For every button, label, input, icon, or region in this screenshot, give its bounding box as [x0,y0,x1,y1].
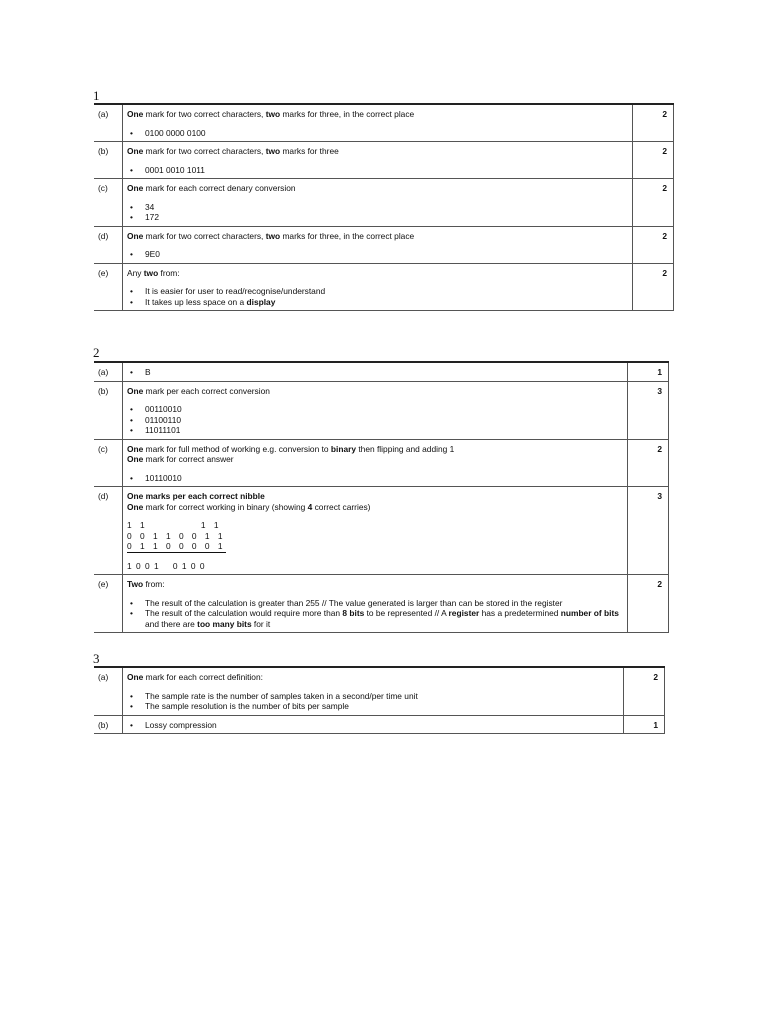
mark-guidance [123,439,628,487]
mark-guidance [123,575,628,633]
answer-item: • 11011101 [127,425,623,436]
mark-row [94,487,669,575]
guidance-header: One mark for two correct characters, two marks for three, in the correct place [127,109,415,119]
answer-item: • 01100110 [127,415,623,426]
part-label: (b) [94,142,123,179]
guidance-header-2: One mark for correct working in binary (showing 4 correct carries) [127,501,371,512]
mark-value: 2 [624,667,665,715]
mark-value: 2 [633,142,674,179]
guidance-header: One mark for each correct denary conversion [127,183,296,193]
mark-guidance [123,667,624,715]
part-label: (a) [94,667,123,715]
mark-guidance [123,263,633,311]
part-label: (d) [94,226,123,263]
binary-working [127,520,623,571]
answer-item: • 172 [127,212,628,223]
question-number-1: 1 [93,88,100,103]
working-result: 1 0 0 1 0 1 0 0 [127,560,206,571]
answer-list [127,249,628,260]
mark-guidance [123,487,628,575]
mark-guidance [123,142,633,179]
answer-list [127,720,619,731]
answer-list [127,691,619,712]
mark-value: 2 [633,226,674,263]
guidance-header: Two from: [127,579,165,589]
answer-item: • 34 [127,202,628,213]
mark-scheme-table-3 [94,666,665,734]
guidance-header: One marks per each correct nibble [127,491,265,501]
answer-list [127,286,628,307]
mark-value: 2 [628,439,669,487]
mark-scheme-table-1 [94,103,674,311]
mark-row [94,575,669,633]
answer-item: • 10110010 [127,473,623,484]
mark-guidance [123,179,633,227]
answer-item: • It takes up less space on a display [127,297,628,308]
answer-list [127,202,628,223]
guidance-header: Any two from: [127,267,180,278]
mark-guidance [123,104,633,142]
answer-item: • 0100 0000 0100 [127,128,628,139]
guidance-header: One mark for full method of working e.g. conversion to binary then flipping and adding 1 [127,443,455,454]
answer-list [127,598,623,630]
guidance-header: One mark for two correct characters, two marks for three, in the correct place [127,230,415,241]
mark-value: 1 [624,715,665,734]
question-number-3: 3 [93,651,100,666]
mark-value: 2 [628,575,669,633]
part-label: (b) [94,715,123,734]
answer-item: • 9E0 [127,249,628,260]
part-label: (c) [94,439,123,487]
answer-item: • The sample rate is the number of samples taken in a second/per time unit [127,691,619,702]
answer-item: • The sample resolution is the number of bits per sample [127,701,619,712]
answer-list [127,165,628,176]
part-label: (a) [94,104,123,142]
answer-list [127,404,623,436]
mark-value: 1 [628,362,669,381]
answer-item: • Lossy compression [127,720,619,731]
answer-item: • It is easier for user to read/recognise/understand [127,286,628,297]
mark-value: 3 [628,381,669,439]
guidance-header: One mark for two correct characters, two marks for three [127,146,339,156]
guidance-header: One mark per each correct conversion [127,385,270,396]
answer-list [127,128,628,139]
answer-list [127,367,623,378]
mark-row [94,263,674,311]
mark-guidance [123,226,633,263]
question-number-2: 2 [93,345,100,360]
mark-row [94,179,674,227]
part-label: (e) [94,263,123,311]
part-label: (d) [94,487,123,575]
working-carries: 1 1 1 1 [127,520,222,530]
mark-row [94,142,674,179]
part-label: (c) [94,179,123,227]
mark-guidance [123,381,628,439]
mark-scheme-table-2 [94,361,669,633]
mark-row [94,667,665,715]
answer-item: • B [127,367,623,378]
mark-guidance [123,715,624,734]
part-label: (e) [94,575,123,633]
answer-item: • 00110010 [127,404,623,415]
mark-row [94,362,669,381]
guidance-header: One mark for each correct definition: [127,672,263,682]
mark-row [94,226,674,263]
mark-value: 3 [628,487,669,575]
part-label: (b) [94,381,123,439]
mark-row [94,381,669,439]
part-label: (a) [94,362,123,381]
working-line2: 0 1 1 0 0 0 0 1 [127,541,226,551]
mark-value: 2 [633,179,674,227]
working-line1: 0 0 1 1 0 0 1 1 [127,530,226,541]
mark-row [94,104,674,142]
answer-item: • The result of the calculation is greater than 255 // The value generated is larger than can be stored in the register [127,598,623,609]
mark-row [94,439,669,487]
mark-guidance [123,362,628,381]
mark-row [94,715,665,734]
answer-item: • The result of the calculation would require more than 8 bits to be represented // A register has a predetermined number of bits and there are too many bits for it [127,608,623,629]
mark-value: 2 [633,104,674,142]
answer-list [127,473,623,484]
mark-value: 2 [633,263,674,311]
answer-item: • 0001 0010 1011 [127,165,628,176]
guidance-header-2: One mark for correct answer [127,454,234,464]
